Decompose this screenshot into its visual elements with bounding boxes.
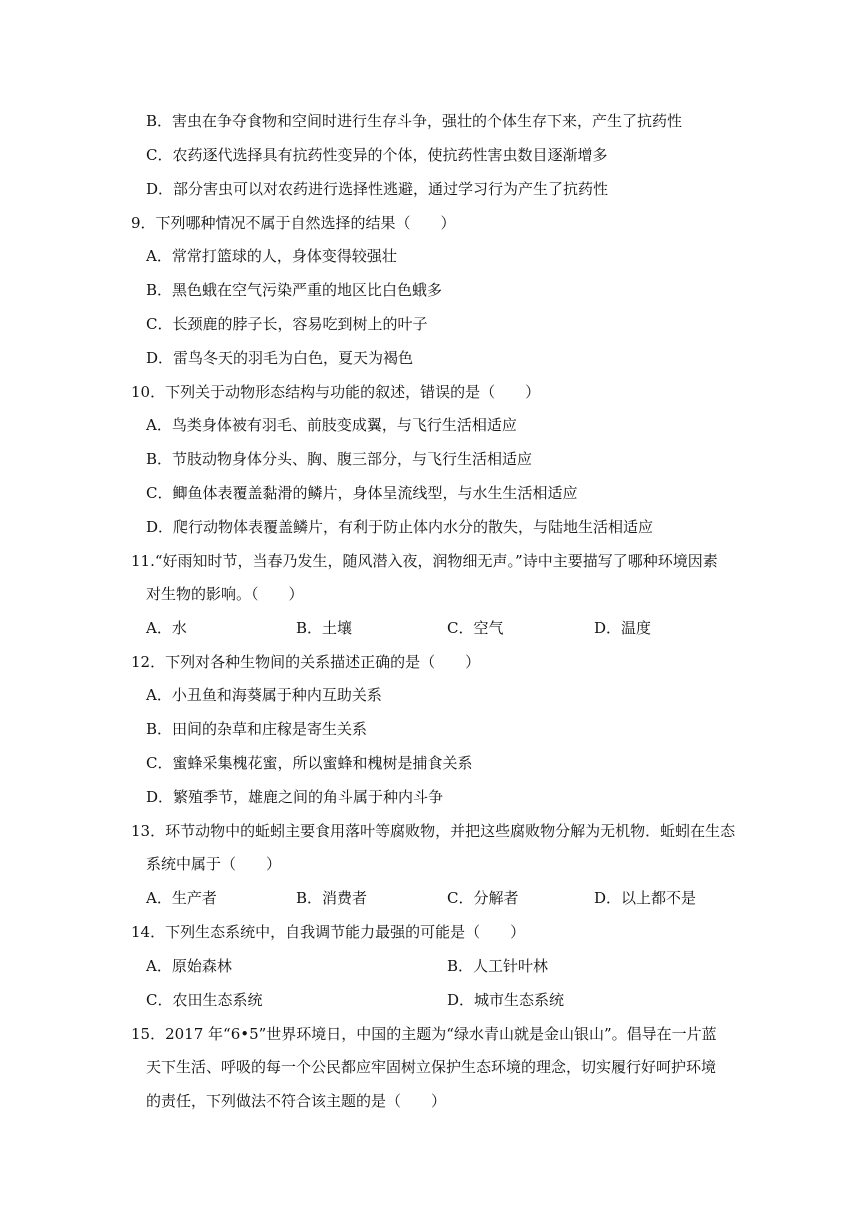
q11-option-a: A．水: [146, 619, 187, 637]
q9-option-d: D．雷鸟冬天的羽毛为白色，夏天为褐色: [146, 349, 414, 367]
q15-stem-line-3: 的责任，下列做法不符合该主题的是（ ）: [146, 1092, 447, 1110]
q15-stem-line-2: 天下生活、呼吸的每一个公民都应牢固树立保护生态环境的理念，切实履行好呵护环境: [146, 1058, 717, 1076]
q12-option-a: A．小丑鱼和海葵属于种内互助关系: [146, 686, 382, 704]
q11-stem-line-1: 11.“好雨知时节，当春乃发生，随风潜入夜，润物细无声。”诗中主要描写了哪种环境因素: [131, 552, 718, 570]
q10-option-b: B．节肢动物身体分头、胸、腹三部分，与飞行生活相适应: [146, 450, 533, 468]
q11-stem-line-2: 对生物的影响。（ ）: [146, 585, 304, 603]
q11-option-b: B．土壤: [296, 619, 353, 637]
q10-option-d: D．爬行动物体表覆盖鳞片，有利于防止体内水分的散失，与陆地生活相适应: [146, 518, 654, 536]
q8-option-c: C．农药逐代选择具有抗药性变异的个体，使抗药性害虫数目逐渐增多: [146, 146, 608, 164]
q8-option-b: B．害虫在争夺食物和空间时进行生存斗争，强壮的个体生存下来，产生了抗药性: [146, 112, 683, 130]
q10-stem: 10．下列关于动物形态结构与功能的叙述，错误的是（ ）: [131, 383, 541, 401]
q15-stem-line-1: 15．2017 年“6•5”世界环境日，中国的主题为“绿水青山就是金山银山”。倡导在一片蓝: [131, 1025, 717, 1043]
q14-option-b: B．人工针叶林: [447, 957, 549, 975]
q14-option-c: C．农田生态系统: [146, 991, 263, 1009]
q9-option-a: A．常常打篮球的人，身体变得较强壮: [146, 247, 397, 265]
q13-option-b: B．消费者: [296, 889, 368, 907]
q12-option-d: D．繁殖季节，雄鹿之间的角斗属于种内斗争: [146, 788, 444, 806]
q9-stem: 9．下列哪种情况不属于自然选择的结果（ ）: [131, 214, 456, 232]
q12-option-b: B．田间的杂草和庄稼是寄生关系: [146, 720, 368, 738]
q12-stem: 12．下列对各种生物间的关系描述正确的是（ ）: [131, 653, 481, 671]
q10-option-c: C．鲫鱼体表覆盖黏滑的鳞片，身体呈流线型，与水生生活相适应: [146, 484, 578, 502]
q14-stem: 14．下列生态系统中，自我调节能力最强的可能是（ ）: [131, 923, 526, 941]
q8-option-d: D．部分害虫可以对农药进行选择性逃避，通过学习行为产生了抗药性: [146, 180, 609, 198]
q13-option-d: D．以上都不是: [594, 889, 697, 907]
q12-option-c: C．蜜蜂采集槐花蜜，所以蜜蜂和槐树是捕食关系: [146, 754, 473, 772]
q10-option-a: A．鸟类身体被有羽毛、前肢变成翼，与飞行生活相适应: [146, 416, 517, 434]
q13-option-a: A．生产者: [146, 889, 217, 907]
q9-option-c: C．长颈鹿的脖子长，容易吃到树上的叶子: [146, 315, 428, 333]
q11-option-d: D．温度: [594, 619, 652, 637]
q13-stem-line-1: 13．环节动物中的蚯蚓主要食用落叶等腐败物，并把这些腐败物分解为无机物．蚯蚓在生态: [131, 822, 736, 840]
q9-option-b: B．黑色蛾在空气污染严重的地区比白色蛾多: [146, 281, 443, 299]
q13-option-c: C．分解者: [447, 889, 519, 907]
q11-option-c: C．空气: [447, 619, 504, 637]
q14-option-d: D．城市生态系统: [447, 991, 565, 1009]
q13-stem-line-2: 系统中属于（ ）: [146, 855, 282, 873]
q14-option-a: A．原始森林: [146, 957, 232, 975]
